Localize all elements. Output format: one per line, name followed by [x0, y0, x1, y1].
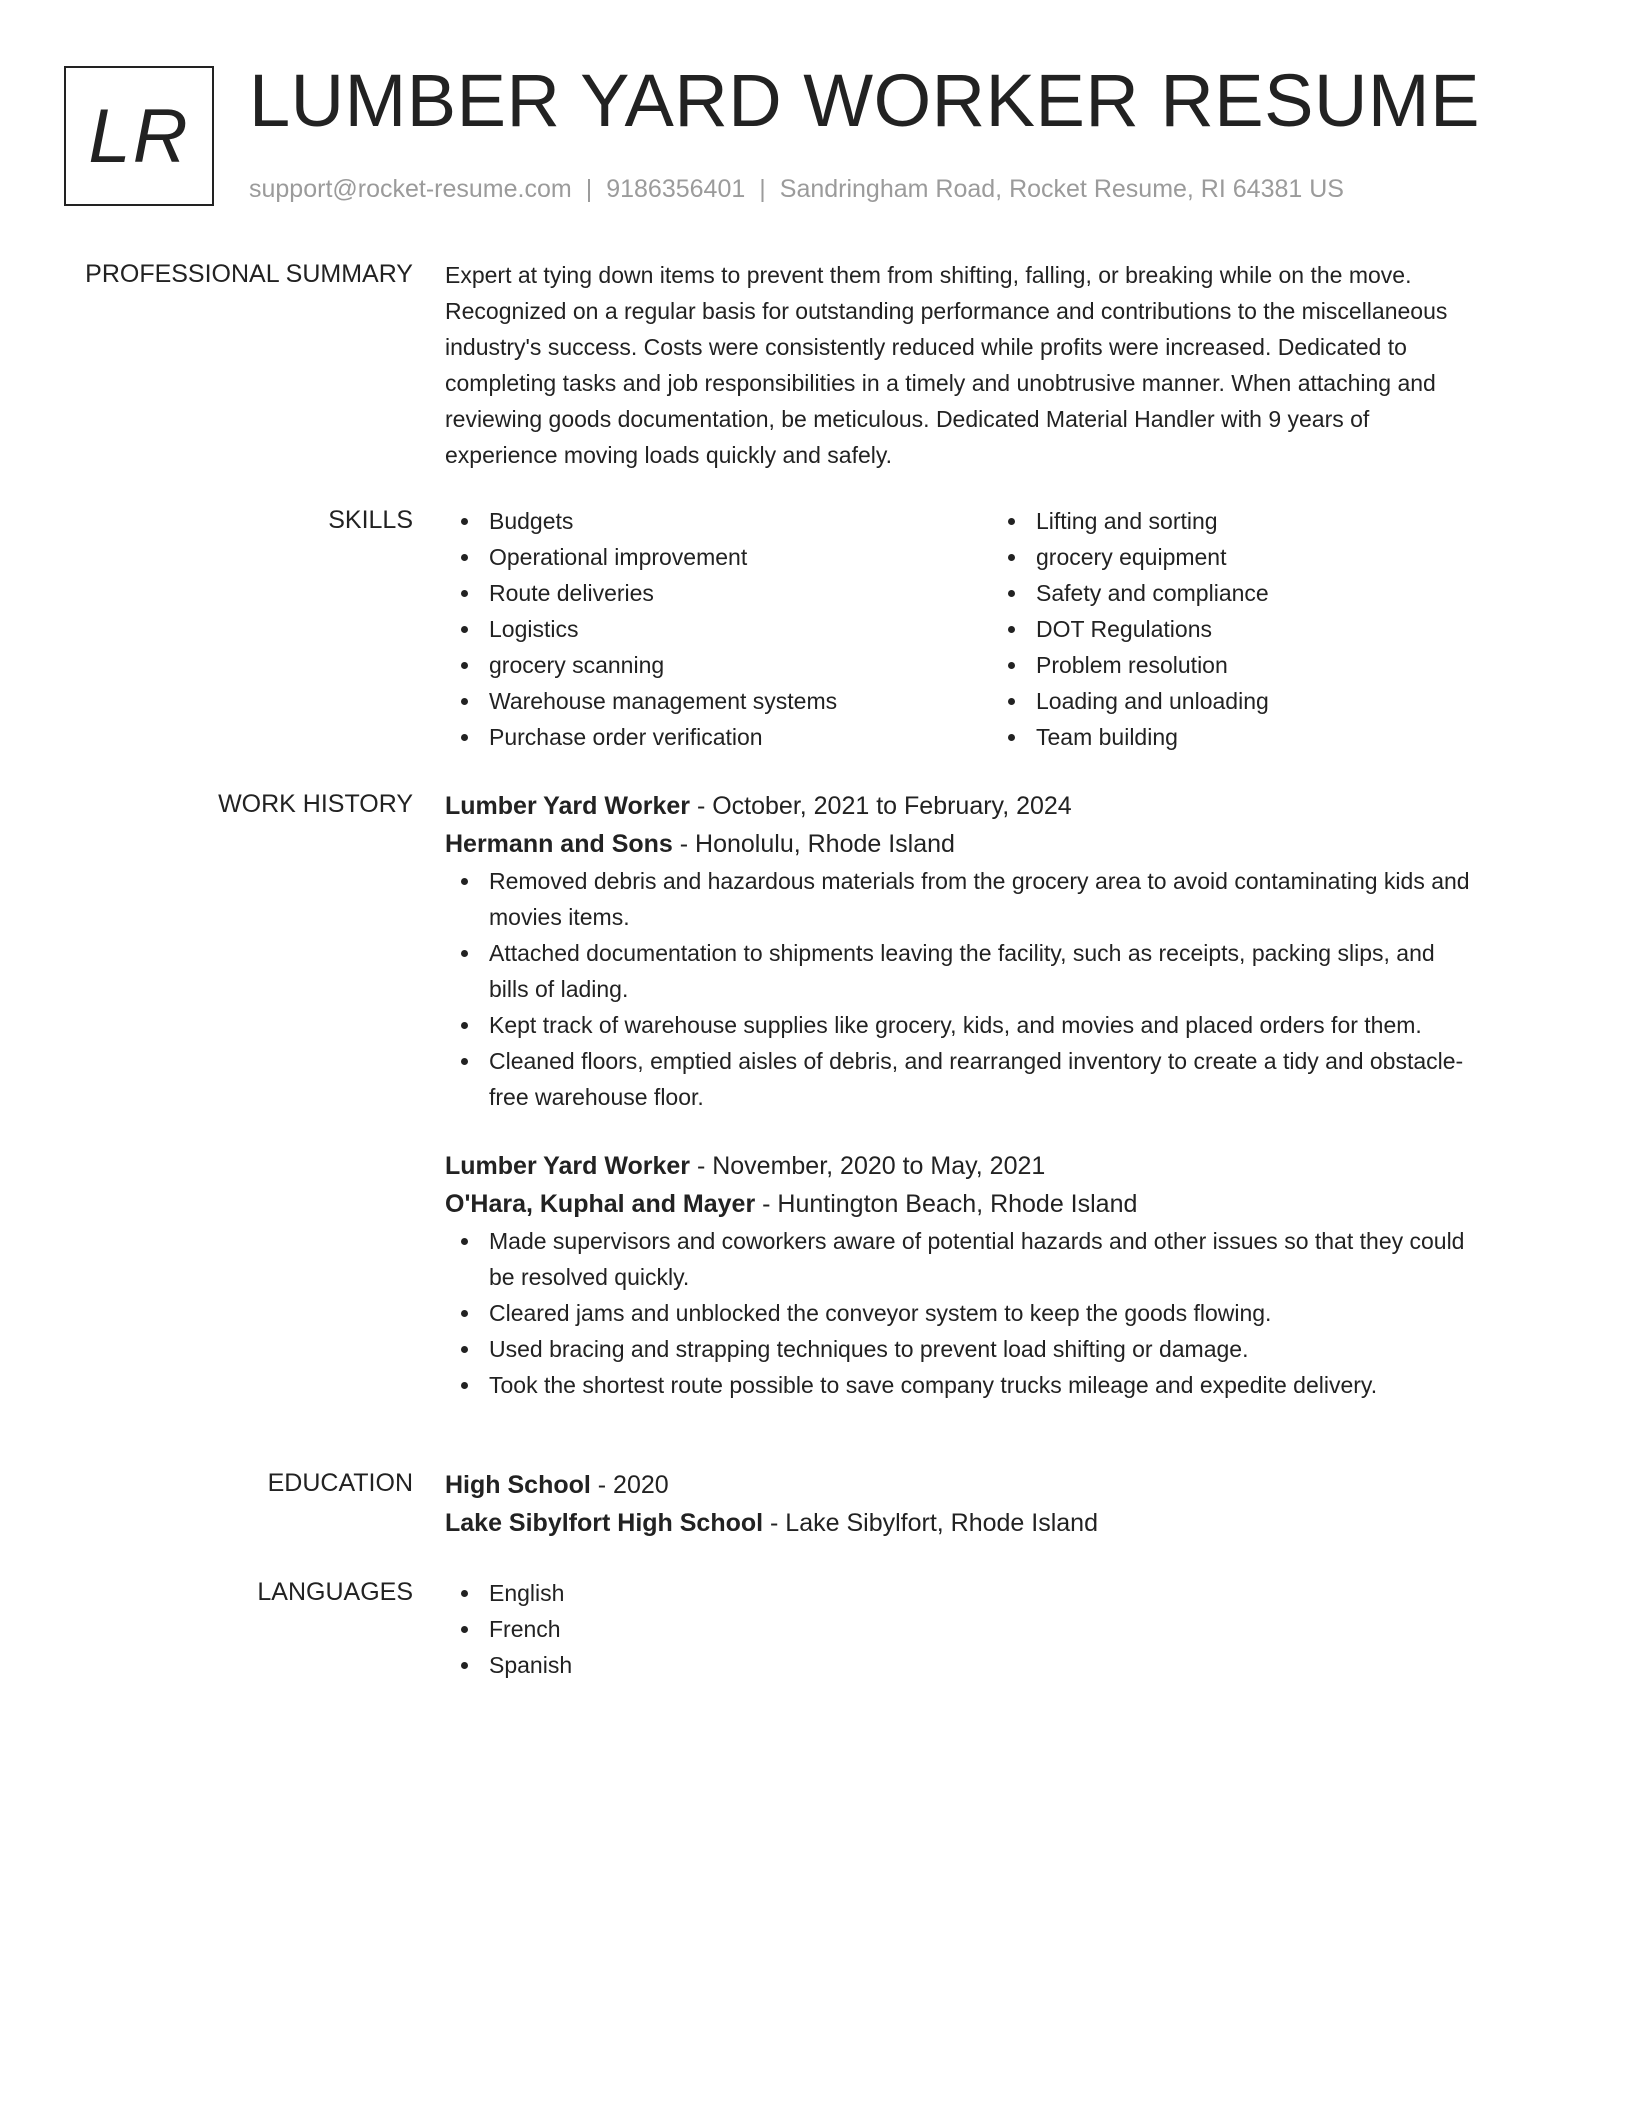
- section-label-work-history: WORK HISTORY: [218, 790, 413, 818]
- monogram-logo: [64, 66, 214, 206]
- duty-line: Cleaned floors, emptied aisles of debris, and rearranged inventory to create a tidy and obstacle-: [489, 1048, 1464, 1074]
- education-school: Lake Sibylfort High School: [445, 1509, 764, 1537]
- skill-item: Loading and unloading: [992, 683, 1539, 719]
- job-duty: [445, 1367, 1545, 1403]
- language-item: English: [445, 1575, 1545, 1611]
- monogram-initials: LR: [88, 93, 190, 179]
- duty-line: bills of lading.: [489, 976, 629, 1002]
- section-label-languages: LANGUAGES: [257, 1578, 413, 1606]
- job-company-line: [445, 1185, 1545, 1223]
- job-duties: [445, 863, 1545, 1115]
- duty-line: Removed debris and hazardous materials from the grocery area to avoid contaminating kids and: [489, 868, 1470, 894]
- skill-item: Problem resolution: [992, 647, 1539, 683]
- summary-line: completing tasks and job responsibilities in a timely and unobtrusive manner. When attaching and: [445, 370, 1436, 396]
- summary-line: experience moving loads quickly and safely.: [445, 442, 893, 468]
- contact-phone: 9186356401: [606, 175, 746, 203]
- contact-email: support@rocket-resume.com: [249, 175, 572, 203]
- job-dates: - November, 2020 to May, 2021: [690, 1152, 1046, 1180]
- skills-list: [445, 503, 1545, 755]
- job-company: O'Hara, Kuphal and Mayer: [445, 1190, 756, 1218]
- section-label-summary: PROFESSIONAL SUMMARY: [85, 260, 413, 288]
- skills-column-left: [445, 503, 992, 755]
- section-label-education: EDUCATION: [267, 1469, 413, 1497]
- job-location: - Honolulu, Rhode Island: [672, 830, 955, 858]
- duty-line: Kept track of warehouse supplies like grocery, kids, and movies and placed orders for them.: [489, 1012, 1422, 1038]
- job-duty: [445, 1043, 1545, 1115]
- duty-line: free warehouse floor.: [489, 1084, 704, 1110]
- job-duties: [445, 1223, 1545, 1403]
- skill-item: Lifting and sorting: [992, 503, 1539, 539]
- education-degree-line: [445, 1466, 1545, 1504]
- languages-list: [445, 1575, 1545, 1683]
- duty-line: movies items.: [489, 904, 630, 930]
- duty-line: Made supervisors and coworkers aware of potential hazards and other issues so that they could: [489, 1228, 1465, 1254]
- education-year: - 2020: [590, 1471, 669, 1499]
- skill-item: Safety and compliance: [992, 575, 1539, 611]
- job-dates: - October, 2021 to February, 2024: [690, 792, 1072, 820]
- skill-item: grocery scanning: [445, 647, 992, 683]
- skill-item: Logistics: [445, 611, 992, 647]
- job-duty: [445, 1331, 1545, 1367]
- language-item: French: [445, 1611, 1545, 1647]
- languages-body: [445, 1575, 1545, 1683]
- job-duty: [445, 935, 1545, 1007]
- education-school-line: [445, 1504, 1545, 1542]
- duty-line: be resolved quickly.: [489, 1264, 690, 1290]
- summary-line: Recognized on a regular basis for outstanding performance and contributions to the miscellaneous: [445, 298, 1448, 324]
- job-company: Hermann and Sons: [445, 830, 673, 858]
- job-duty: [445, 1007, 1545, 1043]
- education-body: [445, 1466, 1545, 1542]
- job-title-line: [445, 1147, 1545, 1185]
- job-entry: [445, 1147, 1545, 1403]
- summary-line: Expert at tying down items to prevent them from shifting, falling, or breaking while on the move.: [445, 262, 1412, 288]
- summary-line: industry's success. Costs were consistently reduced while profits were increased. Dedicated to: [445, 334, 1407, 360]
- skill-item: Warehouse management systems: [445, 683, 992, 719]
- skills-column-right: [992, 503, 1539, 755]
- skill-item: Route deliveries: [445, 575, 992, 611]
- job-duty: [445, 1223, 1545, 1295]
- contact-line: [249, 172, 1344, 206]
- job-company-line: [445, 825, 1545, 863]
- work-history-body: [445, 787, 1545, 1403]
- job-duty: [445, 863, 1545, 935]
- education-location: - Lake Sibylfort, Rhode Island: [763, 1509, 1098, 1537]
- contact-address: Sandringham Road, Rocket Resume, RI 64381 US: [779, 175, 1344, 203]
- summary-text: [445, 257, 1545, 473]
- duty-line: Attached documentation to shipments leaving the facility, such as receipts, packing slips, and: [489, 940, 1435, 966]
- summary-line: reviewing goods documentation, be meticulous. Dedicated Material Handler with 9 years of: [445, 406, 1370, 432]
- education-degree: High School: [445, 1471, 591, 1499]
- section-label-skills: SKILLS: [328, 506, 413, 534]
- job-duty: [445, 1295, 1545, 1331]
- duty-line: Took the shortest route possible to save company trucks mileage and expedite delivery.: [489, 1372, 1378, 1398]
- job-title-line: [445, 787, 1545, 825]
- contact-separator: |: [585, 175, 593, 203]
- duty-line: Used bracing and strapping techniques to prevent load shifting or damage.: [489, 1336, 1249, 1362]
- job-location: - Huntington Beach, Rhode Island: [755, 1190, 1138, 1218]
- skill-item: Operational improvement: [445, 539, 992, 575]
- language-item: Spanish: [445, 1647, 1545, 1683]
- skill-item: Budgets: [445, 503, 992, 539]
- skill-item: Purchase order verification: [445, 719, 992, 755]
- skill-item: DOT Regulations: [992, 611, 1539, 647]
- contact-separator: |: [759, 175, 766, 203]
- skill-item: grocery equipment: [992, 539, 1539, 575]
- resume-title: LUMBER YARD WORKER RESUME: [249, 59, 1480, 142]
- job-entry: [445, 787, 1545, 1115]
- skill-item: Team building: [992, 719, 1539, 755]
- duty-line: Cleared jams and unblocked the conveyor system to keep the goods flowing.: [489, 1300, 1272, 1326]
- job-title: Lumber Yard Worker: [445, 792, 690, 820]
- job-title: Lumber Yard Worker: [445, 1152, 690, 1180]
